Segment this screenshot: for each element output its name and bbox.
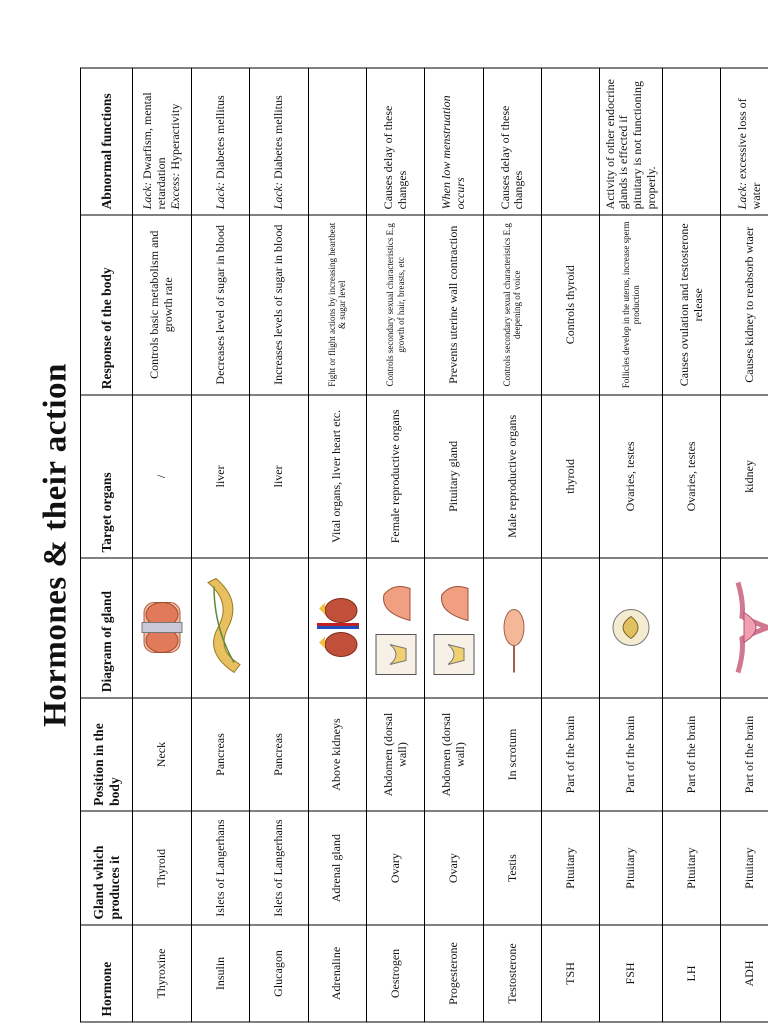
table-row [600, 68, 663, 1022]
cell-gland: Testis [483, 811, 541, 925]
cell-gland: Pituitary [542, 811, 600, 925]
cell-diagram [483, 558, 541, 698]
excess-label: Excess: [167, 172, 182, 210]
col-header-hormone: Hormone [81, 925, 133, 1022]
cell-abnormal [542, 68, 600, 215]
col-header-position: Position in the body [81, 698, 133, 812]
cell-abnormal [366, 68, 424, 215]
cell-abnormal [191, 68, 249, 215]
header-row [81, 68, 133, 1022]
cell-hormone: Insulin [191, 925, 249, 1022]
page-title: Hormones & their action [37, 363, 74, 727]
cell-target: kidney [721, 395, 768, 558]
cell-position: Neck [133, 698, 191, 812]
cell-position: Part of the brain [663, 698, 721, 812]
lack-text: Diabetes mellitus [212, 95, 227, 179]
pancreas-gland-diagram [194, 573, 246, 683]
cell-gland: Thyroid [133, 811, 191, 925]
cell-hormone: Oestrogen [366, 925, 424, 1022]
pituitary-gland-diagram [605, 573, 657, 683]
cell-response: Causes ovulation and testosterone release [663, 215, 721, 395]
lack-label: Lack: [212, 181, 227, 210]
cell-response: Causes kidney to reabsorb wtaer [721, 215, 768, 395]
cell-response: Fight or flight actions by increasing heartbeat & sugar level [308, 215, 366, 395]
cell-target: liver [191, 395, 249, 558]
table-row [663, 68, 721, 1022]
col-header-abnormal: Abnormal functions [81, 68, 133, 215]
uterus-gland-diagram [724, 573, 768, 683]
cell-hormone: FSH [600, 925, 663, 1022]
cell-target: Ovaries, testes [600, 395, 663, 558]
cell-position: Abdomen (dorsal wall) [425, 698, 483, 812]
table-row [308, 68, 366, 1022]
table-row [133, 68, 191, 1022]
cell-response: Increases levels of sugar in blood [250, 215, 308, 395]
cell-diagram [133, 558, 191, 698]
cell-diagram [425, 558, 483, 698]
excess-text: Hyperactivity [167, 103, 182, 170]
cell-target: Male reproductive organs [483, 395, 541, 558]
cell-abnormal [483, 68, 541, 215]
cell-diagram [308, 558, 366, 698]
ovary-gland-diagram [370, 573, 422, 683]
cell-position: Pancreas [191, 698, 249, 812]
cell-position: In scrotum [483, 698, 541, 812]
col-header-gland: Gland which produces it [81, 811, 133, 925]
cell-gland: Pituitary [600, 811, 663, 925]
cell-abnormal [721, 68, 768, 215]
col-header-response: Response of the body [81, 215, 133, 395]
cell-hormone: Adrenaline [308, 925, 366, 1022]
cell-response: Controls thyroid [542, 215, 600, 395]
cell-response: Prevents uterine wall contraction [425, 215, 483, 395]
cell-gland: Adrenal gland [308, 811, 366, 925]
thyroid-gland-diagram [136, 573, 188, 683]
cell-diagram [721, 558, 768, 698]
abnormal-text: Causes delay of these changes [497, 105, 526, 210]
cell-position: Above kidneys [308, 698, 366, 812]
lack-text: Diabetes mellitus [270, 95, 285, 179]
cell-position: Pancreas [250, 698, 308, 812]
cell-target: / [133, 395, 191, 558]
cell-hormone: Glucagon [250, 925, 308, 1022]
cell-abnormal [133, 68, 191, 215]
cell-abnormal [308, 68, 366, 215]
cell-hormone: Testosterone [483, 925, 541, 1022]
ovary-gland-diagram [428, 573, 480, 683]
cell-position: Abdomen (dorsal wall) [366, 698, 424, 812]
cell-hormone: LH [663, 925, 721, 1022]
cell-diagram [542, 558, 600, 698]
cell-hormone: Thyroxine [133, 925, 191, 1022]
lack-label: Lack: [270, 181, 285, 210]
table-row [542, 68, 600, 1022]
cell-position: Part of the brain [600, 698, 663, 812]
cell-diagram [663, 558, 721, 698]
cell-target: Pituitary gland [425, 395, 483, 558]
cell-abnormal [663, 68, 721, 215]
cell-position: Part of the brain [721, 698, 768, 812]
abnormal-text: Activity of other endocrine glands is effected if pituitary is not functioning properly. [602, 79, 659, 210]
col-header-diagram: Diagram of gland [81, 558, 133, 698]
cell-response: Controls secondary sexual characteristics E.g deepening of voice [483, 215, 541, 395]
cell-target: Female reproductive organs [366, 395, 424, 558]
lack-label: Lack: [140, 181, 155, 210]
cell-position: Part of the brain [542, 698, 600, 812]
cell-abnormal [425, 68, 483, 215]
cell-target: Ovaries, testes [663, 395, 721, 558]
adrenal-gland-diagram [311, 573, 363, 683]
cell-diagram [191, 558, 249, 698]
cell-gland: Ovary [366, 811, 424, 925]
cell-hormone: TSH [542, 925, 600, 1022]
hormones-table-container [80, 68, 768, 1023]
cell-gland: Pituitary [721, 811, 768, 925]
cell-abnormal [250, 68, 308, 215]
lack-text: Dwarfism, mental retardation [140, 92, 169, 210]
cell-diagram [600, 558, 663, 698]
cell-hormone: Progesterone [425, 925, 483, 1022]
table-row [250, 68, 308, 1022]
cell-gland: Ovary [425, 811, 483, 925]
cell-diagram [366, 558, 424, 698]
cell-response: Controls basic metabolism and growth rate [133, 215, 191, 395]
cell-response: Follicles develop in the uterus, increase sperm production [600, 215, 663, 395]
table-row [366, 68, 424, 1022]
cell-hormone: ADH [721, 925, 768, 1022]
lack-text: excessive loss of water [735, 98, 764, 210]
cell-gland: Islets of Langerhans [250, 811, 308, 925]
cell-gland: Pituitary [663, 811, 721, 925]
cell-gland: Islets of Langerhans [191, 811, 249, 925]
cell-target: Vital organs, liver heart etc. [308, 395, 366, 558]
cell-target: thyroid [542, 395, 600, 558]
table-row [721, 68, 768, 1022]
hormones-table [80, 68, 768, 1023]
lack-label: Lack: [735, 181, 750, 210]
table-row [425, 68, 483, 1022]
cell-diagram [250, 558, 308, 698]
abnormal-italic-text: When low menstruation occurs [439, 95, 467, 210]
table-row [483, 68, 541, 1022]
col-header-target: Target organs [81, 395, 133, 558]
testis-gland-diagram [486, 573, 538, 683]
abnormal-text: Causes delay of these changes [380, 105, 409, 210]
cell-target: liver [250, 395, 308, 558]
cell-response: Controls secondary sexual characteristics E.g growth of hair, breasts, etc [366, 215, 424, 395]
cell-abnormal [600, 68, 663, 215]
cell-response: Decreases level of sugar in blood [191, 215, 249, 395]
table-row [191, 68, 249, 1022]
